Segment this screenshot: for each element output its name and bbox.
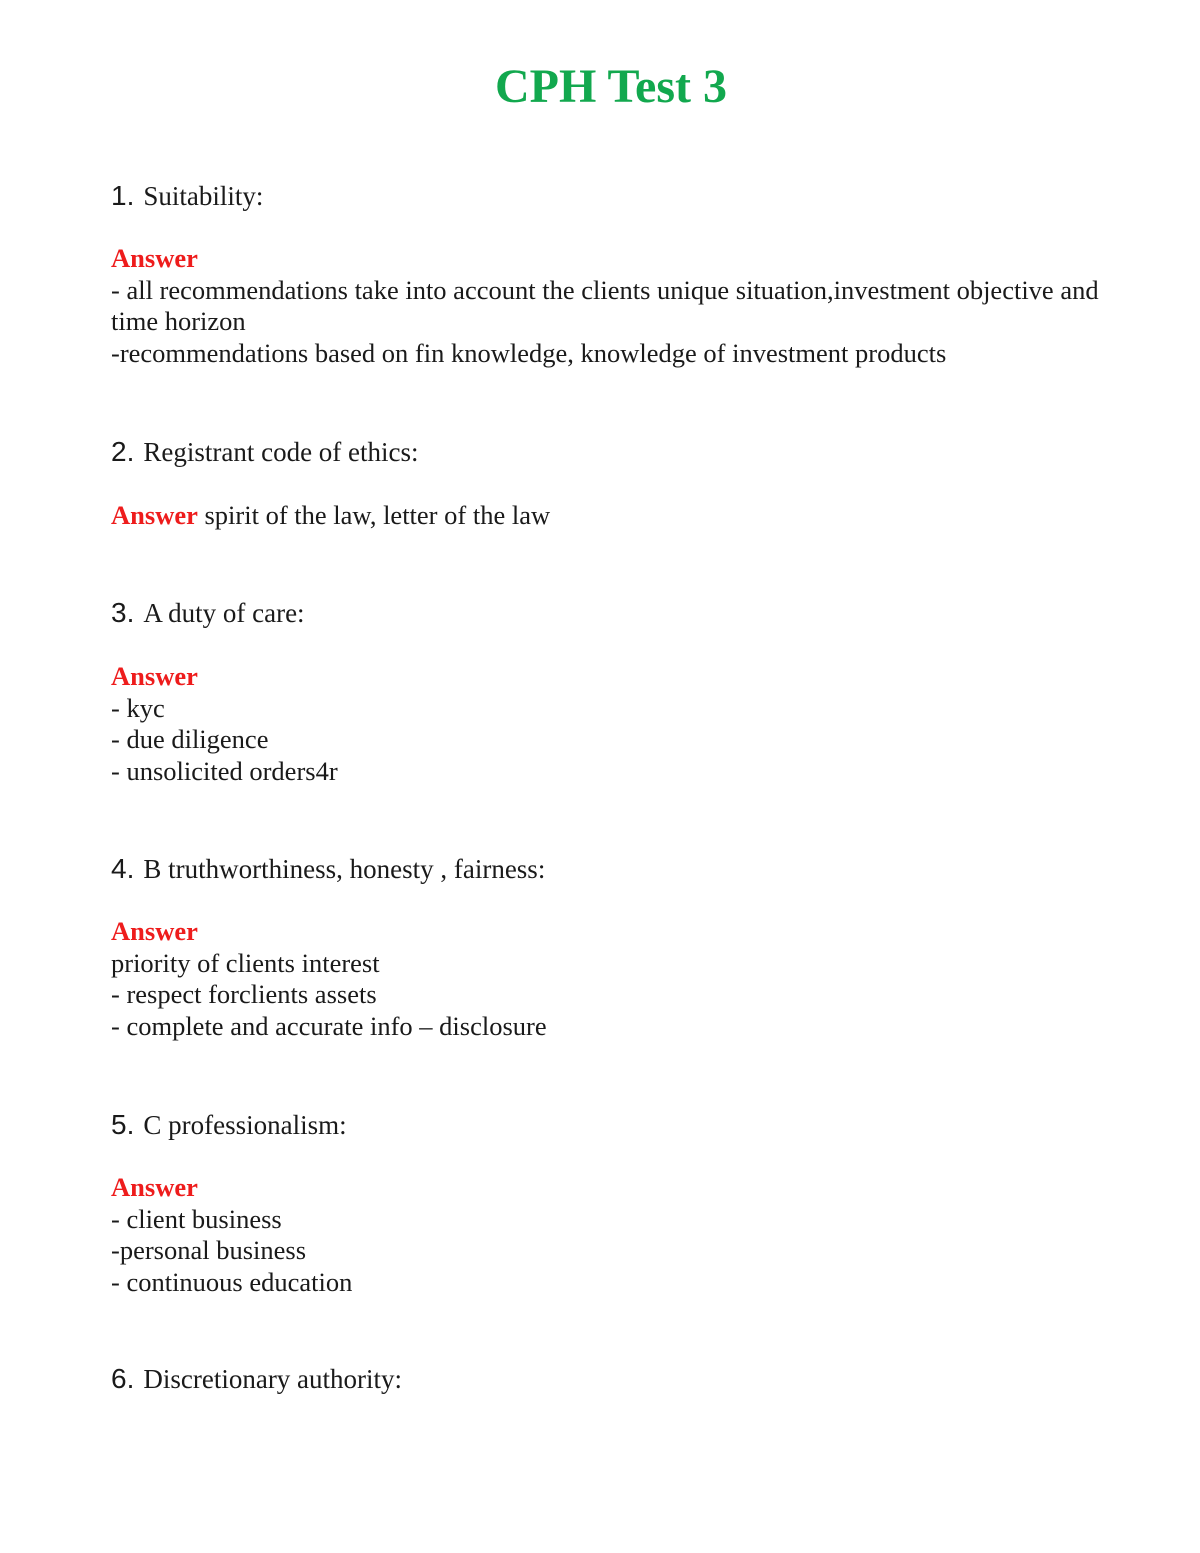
question-1 [111,180,1111,212]
answer-label: Answer [111,916,198,946]
question-4 [111,853,1111,885]
question-text: Discretionary authority: [143,1364,403,1394]
question-6 [111,1363,1111,1395]
question-number: 5. [111,1109,135,1140]
answer-line: - unsolicited orders4r [111,755,338,786]
answer-line: - client business [111,1203,282,1234]
question-text: Registrant code of ethics: [143,437,419,467]
answer-line: - complete and accurate info – disclosure [111,1010,547,1041]
question-2 [111,436,1111,468]
answer-line: - continuous education [111,1266,353,1297]
question-text: B truthworthiness, honesty , fairness: [143,854,546,884]
answer-line: priority of clients interest [111,947,380,978]
question-number: 2. [111,436,135,467]
question-number: 4. [111,853,135,884]
question-3 [111,597,1111,629]
answer-line: - all recommendations take into account the clients unique situation,investment objective and time horizon [111,274,1099,336]
question-number: 1. [111,180,135,211]
answer-line: - due diligence [111,724,269,754]
answer-label: Answer [111,1172,198,1202]
answer-3 [111,661,1101,787]
answer-label: Answer [111,243,198,273]
answer-2 [111,500,1101,532]
answer-4 [111,916,1101,1042]
question-number: 6. [111,1363,135,1394]
page-title: CPH Test 3 [494,60,728,113]
question-5 [111,1109,1111,1141]
answer-line: - respect forclients assets [111,979,377,1009]
answer-line: - kyc [111,692,165,723]
question-text: Suitability: [143,181,264,211]
question-text: C professionalism: [143,1110,347,1140]
answer-line: -personal business [111,1235,307,1265]
question-text: A duty of care: [143,598,305,628]
answer-inline: spirit of the law, letter of the law [204,500,551,530]
answer-label: Answer [111,500,198,530]
question-number: 3. [111,597,135,628]
answer-5 [111,1172,1101,1298]
answer-line: -recommendations based on fin knowledge, knowledge of investment products [111,337,947,368]
answer-label: Answer [111,661,198,691]
answer-1 [111,243,1101,369]
